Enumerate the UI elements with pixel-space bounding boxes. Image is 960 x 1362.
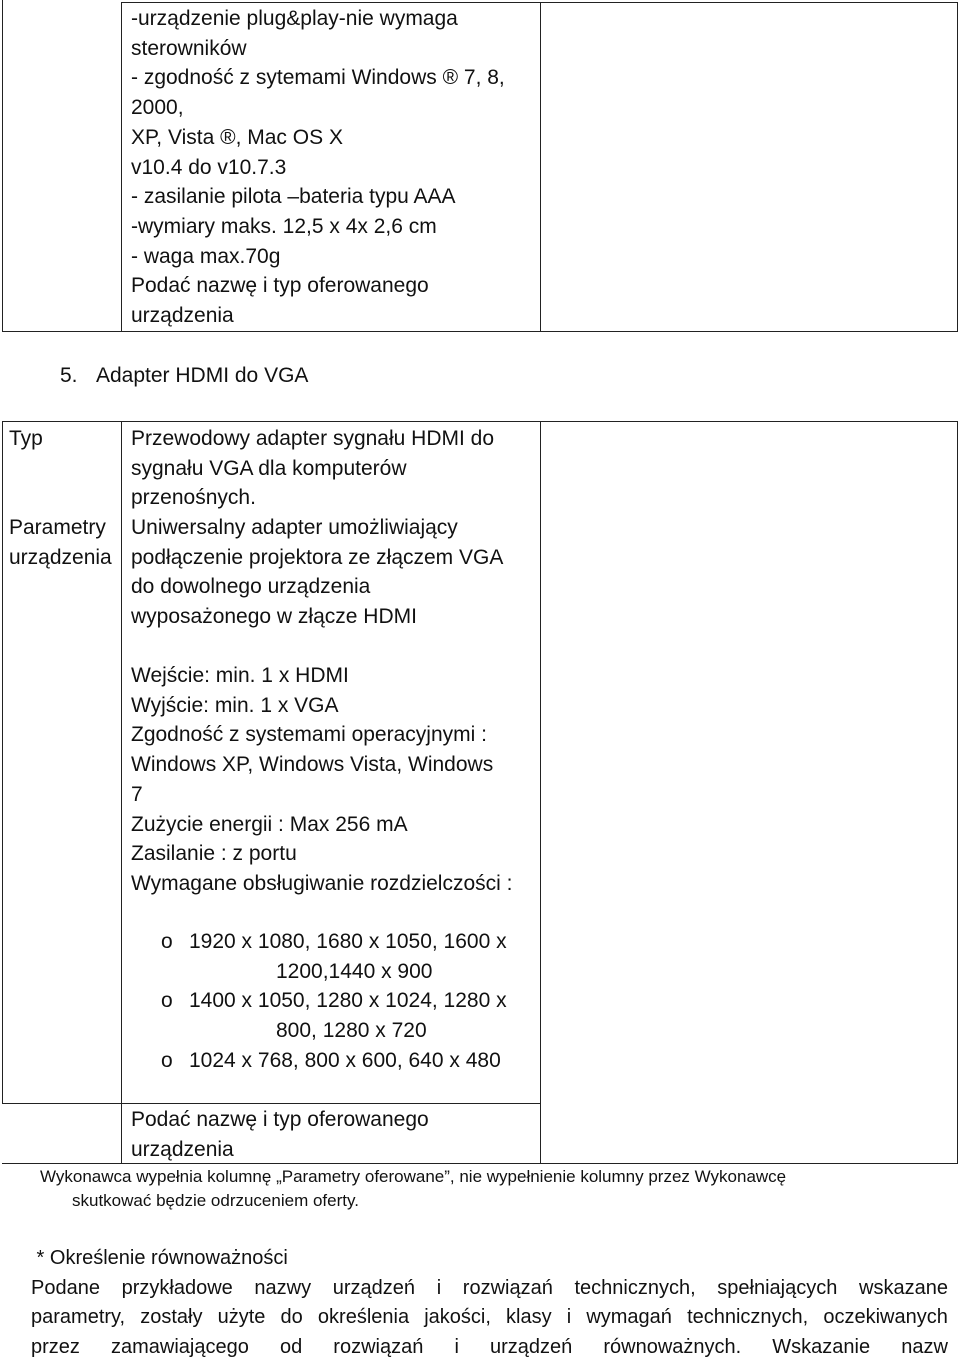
table-border xyxy=(540,2,541,332)
footnote-line xyxy=(31,1303,948,1333)
footnote-word: wymagań xyxy=(586,1303,672,1333)
footnote-word: jakości, xyxy=(424,1303,491,1333)
spec-line: -wymiary maks. 12,5 x 4x 2,6 cm xyxy=(131,212,505,242)
resolution-line: 1400 x 1050, 1280 x 1024, 1280 x xyxy=(189,986,507,1016)
footnote-word: zamawiającego xyxy=(111,1333,249,1362)
footnote-word: technicznych, xyxy=(687,1303,808,1333)
table-border xyxy=(957,2,958,332)
label-typ: Typ xyxy=(9,424,43,454)
label-line: urządzenia xyxy=(9,543,112,573)
offer-line: urządzenia xyxy=(131,301,505,331)
label-line: Parametry xyxy=(9,513,112,543)
table-border xyxy=(2,1103,540,1104)
footnote-word: urządzeń xyxy=(333,1274,415,1304)
note-line: skutkować będzie odrzuceniem oferty. xyxy=(40,1189,940,1213)
spec-line: Wejście: min. 1 x HDMI xyxy=(131,661,513,691)
list-item-continuation xyxy=(131,957,531,987)
typ-line: przenośnych. xyxy=(131,483,494,513)
footnote-heading: * Określenie równoważności xyxy=(31,1244,948,1274)
table-border xyxy=(121,2,122,332)
footnote-word: nazwy xyxy=(254,1274,311,1304)
footnote-word: nazw xyxy=(901,1333,948,1362)
section-number: 5. xyxy=(60,364,96,388)
param-line: podłączenie projektora ze złączem VGA xyxy=(131,543,503,573)
spec-line: sterowników xyxy=(131,34,505,64)
footnote-word: i xyxy=(567,1303,571,1333)
offer-instruction xyxy=(131,1105,429,1164)
footnote-word: określenia xyxy=(318,1303,409,1333)
spec-line: Zużycie energii : Max 256 mA xyxy=(131,810,513,840)
typ-line: Przewodowy adapter sygnału HDMI do xyxy=(131,424,494,454)
table-border xyxy=(540,421,541,1164)
footnote-line xyxy=(31,1274,948,1304)
bullet-icon: o xyxy=(161,986,173,1016)
spec-line: 2000, xyxy=(131,93,505,123)
list-item xyxy=(131,1046,531,1076)
table-border xyxy=(2,421,958,422)
list-item-continuation xyxy=(131,1016,531,1046)
bullet-icon: o xyxy=(161,1046,173,1076)
resolution-line: 1200,1440 x 900 xyxy=(276,957,432,987)
table-border xyxy=(121,421,122,1104)
table-border xyxy=(121,1103,122,1164)
spec-list xyxy=(131,661,513,899)
table-border xyxy=(2,0,3,332)
footnote-word: równoważnych. xyxy=(603,1333,741,1362)
offer-line: urządzenia xyxy=(131,1135,429,1165)
footnote-word: użyte xyxy=(218,1303,266,1333)
footnote-word: Wskazanie xyxy=(772,1333,870,1362)
param-description xyxy=(131,513,503,632)
typ-line: sygnału VGA dla komputerów xyxy=(131,454,494,484)
resolution-list xyxy=(131,927,531,1075)
list-item xyxy=(131,986,531,1016)
spec-line: Windows XP, Windows Vista, Windows xyxy=(131,750,513,780)
offer-line: Podać nazwę i typ oferowanego xyxy=(131,1105,429,1135)
param-line: wyposażonego w złącze HDMI xyxy=(131,602,503,632)
footnote-word: Podane xyxy=(31,1274,100,1304)
spec-line: - zgodność z sytemami Windows ® 7, 8, xyxy=(131,63,505,93)
footnote-word: rozwiązań xyxy=(333,1333,423,1362)
table-border xyxy=(957,421,958,1164)
spec-line: v10.4 do v10.7.3 xyxy=(131,153,505,183)
footnote-word: i xyxy=(454,1333,458,1362)
spec-line: Zasilanie : z portu xyxy=(131,839,513,869)
spec-line: -urządzenie plug&play-nie wymaga xyxy=(131,4,505,34)
table-border xyxy=(2,331,958,332)
resolution-line: 800, 1280 x 720 xyxy=(276,1016,427,1046)
table-border xyxy=(121,2,958,3)
spec-list xyxy=(131,4,505,331)
spec-line: - waga max.70g xyxy=(131,242,505,272)
table-border xyxy=(2,421,3,1104)
spec-line: 7 xyxy=(131,780,513,810)
footnote-word: przykładowe xyxy=(122,1274,233,1304)
offer-line: Podać nazwę i typ oferowanego xyxy=(131,271,505,301)
typ-description xyxy=(131,424,494,513)
section-heading xyxy=(60,364,308,388)
resolution-line: 1920 x 1080, 1680 x 1050, 1600 x xyxy=(189,927,507,957)
section-title: Adapter HDMI do VGA xyxy=(96,364,308,388)
footnote-word: od xyxy=(280,1333,302,1362)
footnote-word: oczekiwanych xyxy=(823,1303,948,1333)
bullet-icon: o xyxy=(161,927,173,957)
contractor-note xyxy=(40,1165,940,1213)
spec-line: Zgodność z systemami operacyjnymi : xyxy=(131,720,513,750)
footnote-line xyxy=(31,1333,948,1362)
resolution-line: 1024 x 768, 800 x 600, 640 x 480 xyxy=(189,1046,501,1076)
footnote-word: wskazane xyxy=(859,1274,948,1304)
footnote-word: zostały xyxy=(140,1303,202,1333)
footnote-word: do xyxy=(281,1303,303,1333)
param-line: do dowolnego urządzenia xyxy=(131,572,503,602)
note-line: Wykonawca wypełnia kolumnę „Parametry oferowane”, nie wypełnienie kolumny przez Wykonawcę xyxy=(40,1165,940,1189)
footnote-word: urządzeń xyxy=(490,1333,572,1362)
footnote-word: przez xyxy=(31,1333,80,1362)
footnote-word: i xyxy=(437,1274,441,1304)
spec-line: - zasilanie pilota –bateria typu AAA xyxy=(131,182,505,212)
list-item xyxy=(131,927,531,957)
footnote-word: technicznych, xyxy=(574,1274,695,1304)
footnote-word: parametry, xyxy=(31,1303,125,1333)
equivalence-section xyxy=(31,1244,948,1362)
footnote-word: klasy xyxy=(506,1303,552,1333)
spec-line: Wyjście: min. 1 x VGA xyxy=(131,691,513,721)
param-line: Uniwersalny adapter umożliwiający xyxy=(131,513,503,543)
spec-line: Wymagane obsługiwanie rozdzielczości : xyxy=(131,869,513,899)
label-parameters xyxy=(9,513,112,572)
spec-line: XP, Vista ®, Mac OS X xyxy=(131,123,505,153)
footnote-word: rozwiązań xyxy=(463,1274,553,1304)
footnote-word: spełniających xyxy=(717,1274,837,1304)
